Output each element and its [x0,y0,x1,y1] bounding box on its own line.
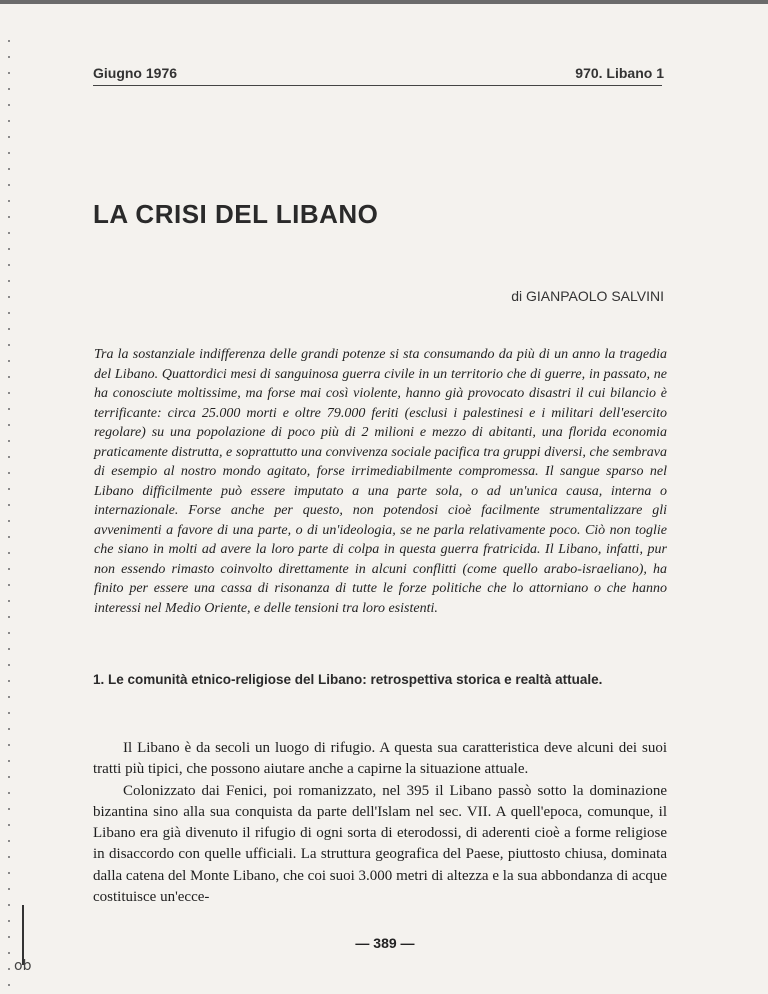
article-title: LA CRISI DEL LIBANO [93,199,379,229]
margin-mark: ob [14,958,32,974]
article-abstract: Tra la sostanziale indifferenza delle grandi potenze si sta consumando da più di un anno la tragedia del Libano. Quattordici mesi di sanguinosa guerra civile in un territorio che di guerre, in passato, ne ha conosciute moltissime, ma forse mai così violente, hanno già provocato disastri il cui bilancio è terrificante: circa 25.000 morti e oltre 79.000 feriti (esclusi i palestinesi e i militari dell'esercito regolare) su una popolazione di poco più di 2 milioni e mezzo di abitanti, una florida economia praticamente distrutta, e soprattutto una convivenza sociale pacifica tra gruppi diversi, che sembrava di esempio al nostro mondo agitato, forse irrimediabilmente compromessa. Il sangue sparso nel Libano difficilmente può essere imputato a una parte sola, o ad un'unica causa, interna o internazionale. Forse anche per questo, non potendosi cioè facilmente strumentalizzare gli avvenimenti a favore di una parte, o di un'ideologia, se ne parla relativamente poco. Ciò non toglie che siano in molti ad avere la loro parte di colpa in questa guerra fratricida. Il Libano, infatti, pur non essendo rimasto coinvolto direttamente in alcuni conflitti (come quello arabo-israeliano), ha finito per essere una cassa di risonanza di tutte le forze politiche che lo attorniano o che hanno interessi nel Medio Oriente, e delle tensioni tra loro esistenti. [94,347,667,616]
body-text [93,738,667,908]
running-header-section: 970. Libano 1 [575,65,664,81]
binding-clip [22,905,28,965]
header-rule [93,85,662,86]
section-heading: 1. Le comunità etnico-religiose del Libano: retrospettiva storica e realtà attuale. [93,672,603,687]
running-header-date: Giugno 1976 [93,65,178,81]
scan-top-edge [0,0,768,4]
body-paragraph: Il Libano è da secoli un luogo di rifugio. A questa sua caratteristica deve alcuni dei suoi tratti più tipici, che possono aiutare anche a capirne la situazione attuale. [93,740,667,778]
body-paragraph: Colonizzato dai Fenici, poi romanizzato, nel 395 il Libano passò sotto la dominazione bizantina sino alla sua conquista da parte dell'Islam nel sec. VII. A quell'epoca, comunque, il Libano era già divenuto il rifugio di ogni sorta di eterodossi, di aderenti cioè a forme religiose in disaccordo con quelle ufficiali. La struttura geografica del Paese, piuttosto chiusa, dominata dalla catena del Monte Libano, che coi suoi 3.000 metri di altezza e la sua abbondanza di acque costituisce un'ecce- [93,782,667,906]
binding-holes [8,40,10,990]
author-byline: di GIANPAOLO SALVINI [511,288,664,304]
page-number: — 389 — [355,935,415,951]
